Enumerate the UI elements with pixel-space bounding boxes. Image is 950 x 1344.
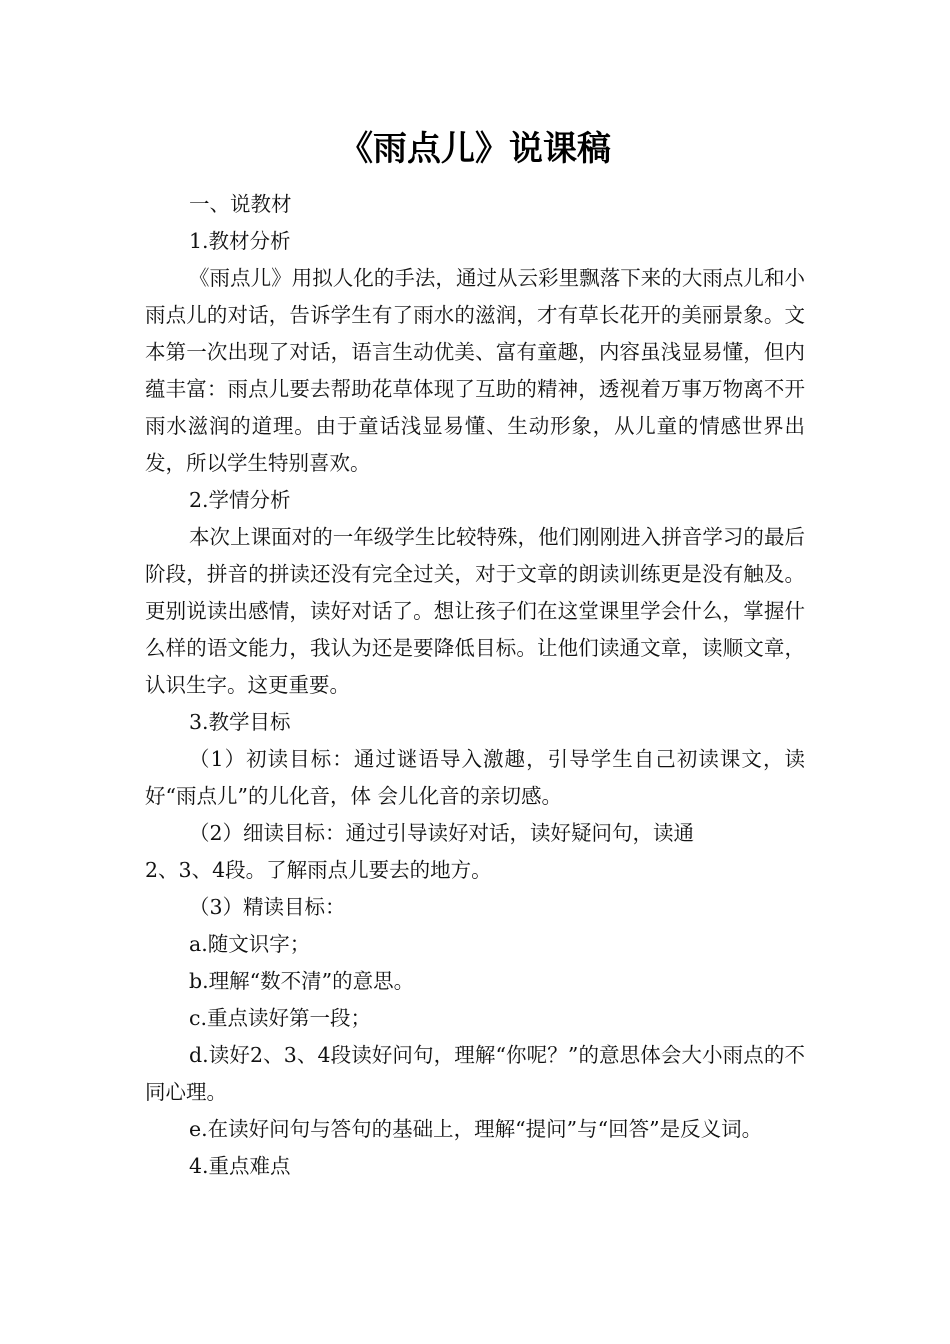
subheading-learner-analysis: 2.学情分析 bbox=[189, 488, 291, 512]
goal-initial-reading: （1）初读目标：通过谜语导入激趣，引导学生自己初读课文，读好“雨点儿”的儿化音，体 会儿化音的亲切感。 bbox=[145, 747, 805, 808]
list-item-a: a.随文识字； bbox=[189, 932, 311, 956]
paragraph-learner-analysis: 本次上课面对的一年级学生比较特殊，他们刚刚进入拼音学习的最后阶段，拼音的拼读还没有完全过关，对于文章的朗读训练更是没有触及。更别说读出感情，读好对话了。想让孩子们在这堂课里学会什么，掌握什么样的语文能力，我认为还是要降低目标。让他们读通文章，读顺文章，认识生字。这更重要。 bbox=[145, 525, 805, 697]
list-item-d: d.读好2、3、4段读好问句，理解“你呢？”的意思体会大小雨点的不同心理。 bbox=[145, 1043, 805, 1104]
list-item-b: b.理解“数不清”的意思。 bbox=[189, 969, 415, 993]
goal-intensive-reading: （3）精读目标： bbox=[189, 895, 346, 919]
subheading-key-difficulties: 4.重点难点 bbox=[189, 1154, 291, 1178]
paragraph-material-analysis: 《雨点儿》用拟人化的手法，通过从云彩里飘落下来的大雨点儿和小雨点儿的对话，告诉学生有了雨水的滋润，才有草长花开的美丽景象。文本第一次出现了对话，语言生动优美、富有童趣，内容虽浅显易懂，但内蕴丰富：雨点儿要去帮助花草体现了互助的精神，透视着万事万物离不开雨水滋润的道理。由于童话浅显易懂、生动形象，从儿童的情感世界出发，所以学生特别喜欢。 bbox=[145, 266, 805, 475]
document-body bbox=[145, 186, 805, 1185]
subheading-material-analysis: 1.教材分析 bbox=[189, 229, 291, 253]
subheading-teaching-goals: 3.教学目标 bbox=[189, 710, 291, 734]
section-heading-teaching-material: 一、说教材 bbox=[189, 192, 292, 216]
goal-detailed-reading-line1: （2）细读目标：通过引导读好对话，读好疑问句，读通 bbox=[189, 821, 695, 845]
document-title: 《雨点儿》说课稿 bbox=[339, 129, 611, 169]
list-item-e: e.在读好问句与答句的基础上，理解“提问”与“回答”是反义词。 bbox=[189, 1117, 763, 1141]
list-item-c: c.重点读好第一段； bbox=[189, 1006, 371, 1030]
goal-detailed-reading-line2: 2、3、4段。了解雨点儿要去的地方。 bbox=[145, 858, 492, 882]
